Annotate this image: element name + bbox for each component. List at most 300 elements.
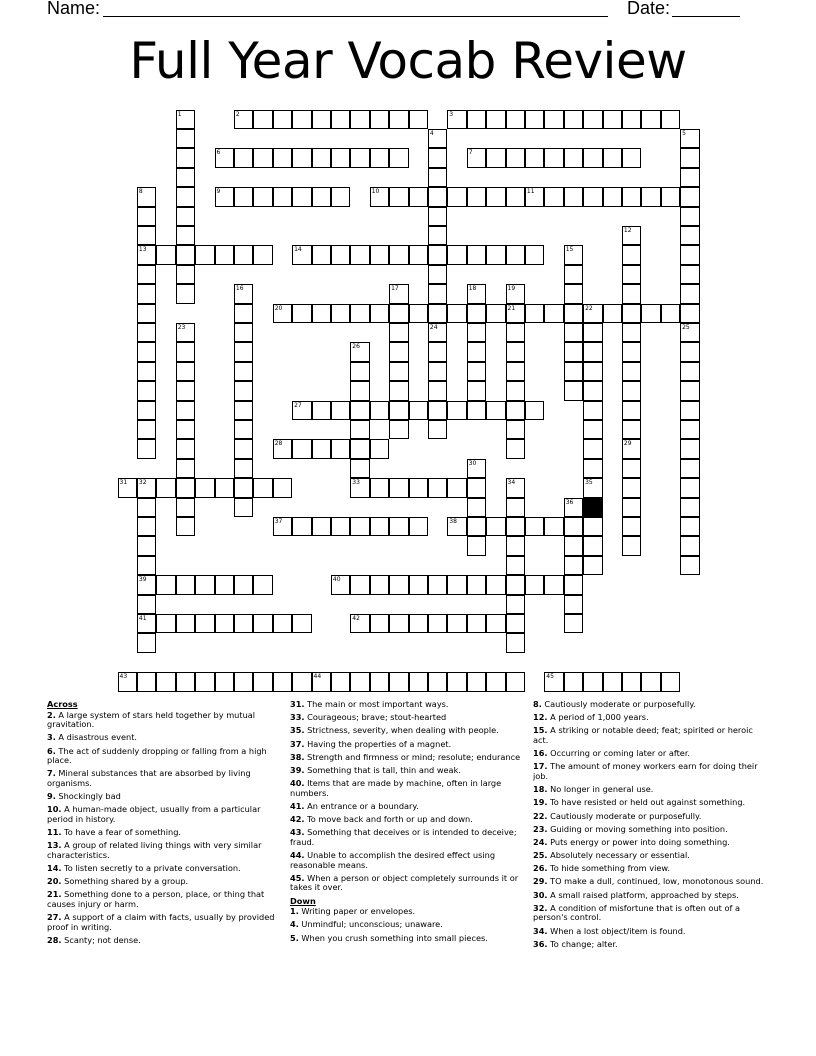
grid-cell[interactable] [156,575,176,595]
grid-cell[interactable] [506,498,526,518]
grid-cell[interactable] [428,342,448,362]
grid-cell[interactable] [603,187,623,207]
grid-cell[interactable] [564,187,584,207]
grid-cell[interactable] [234,304,254,324]
grid-cell[interactable] [350,148,370,168]
grid-cell[interactable] [428,381,448,401]
grid-cell[interactable] [234,478,254,498]
grid-cell[interactable] [506,245,526,265]
grid-cell[interactable] [506,672,526,692]
grid-cell[interactable] [370,575,390,595]
grid-cell[interactable] [234,245,254,265]
grid-cell[interactable] [680,536,700,556]
grid-cell[interactable] [234,323,254,343]
grid-cell[interactable] [292,187,312,207]
grid-cell[interactable] [583,420,603,440]
grid-cell[interactable] [389,420,409,440]
grid-cell[interactable] [486,110,506,130]
grid-cell[interactable] [544,187,564,207]
grid-cell[interactable] [467,245,487,265]
grid-cell[interactable] [564,595,584,615]
grid-cell[interactable] [350,459,370,479]
grid-cell[interactable] [564,148,584,168]
grid-cell[interactable] [195,478,215,498]
grid-cell[interactable] [680,439,700,459]
grid-cell[interactable] [234,381,254,401]
grid-cell[interactable] [428,672,448,692]
grid-cell[interactable] [176,517,196,537]
grid-cell[interactable] [641,304,661,324]
grid-cell[interactable] [176,148,196,168]
grid-cell[interactable] [506,342,526,362]
grid-cell[interactable] [622,110,642,130]
grid-cell[interactable] [544,517,564,537]
grid-cell[interactable] [409,672,429,692]
grid-cell[interactable] [622,304,642,324]
grid-cell[interactable] [409,614,429,634]
grid-cell[interactable] [253,187,273,207]
grid-cell[interactable] [389,672,409,692]
grid-cell[interactable] [234,342,254,362]
grid-cell[interactable] [370,401,390,421]
grid-cell[interactable] [583,362,603,382]
grid-cell[interactable] [525,575,545,595]
grid-cell[interactable] [156,614,176,634]
grid-cell[interactable] [409,575,429,595]
grid-cell[interactable] [137,284,157,304]
grid-cell[interactable] [680,226,700,246]
grid-cell[interactable] [467,575,487,595]
grid-cell[interactable] [583,381,603,401]
grid-cell[interactable] [176,459,196,479]
grid-cell[interactable] [583,342,603,362]
grid-cell[interactable] [680,304,700,324]
grid-cell[interactable] [680,187,700,207]
grid-cell[interactable] [564,362,584,382]
grid-cell[interactable] [447,304,467,324]
grid-cell[interactable] [137,517,157,537]
grid-cell[interactable] [370,517,390,537]
grid-cell[interactable] [467,401,487,421]
grid-cell[interactable] [409,517,429,537]
grid-cell[interactable] [253,575,273,595]
grid-cell[interactable] [195,614,215,634]
grid-cell[interactable] [137,595,157,615]
grid-cell[interactable] [176,439,196,459]
grid-cell[interactable] [350,381,370,401]
grid-cell[interactable] [350,304,370,324]
grid-cell[interactable] [234,575,254,595]
grid-cell[interactable] [176,381,196,401]
grid-cell[interactable] [486,245,506,265]
grid-cell[interactable] [564,575,584,595]
grid-cell[interactable] [622,245,642,265]
grid-cell[interactable] [583,148,603,168]
grid-cell[interactable] [215,478,235,498]
grid-cell[interactable] [389,323,409,343]
grid-cell[interactable] [564,536,584,556]
grid-cell[interactable] [312,187,332,207]
grid-cell[interactable] [680,362,700,382]
grid-cell[interactable] [350,517,370,537]
grid-cell[interactable] [506,633,526,653]
grid-cell[interactable] [622,323,642,343]
grid-cell[interactable] [486,672,506,692]
grid-cell[interactable] [680,478,700,498]
grid-cell[interactable] [428,226,448,246]
grid-cell[interactable] [234,362,254,382]
grid-cell[interactable] [680,401,700,421]
grid-cell[interactable] [176,401,196,421]
grid-cell[interactable] [583,459,603,479]
grid-cell[interactable] [331,517,351,537]
grid-cell[interactable] [234,439,254,459]
grid-cell[interactable] [176,265,196,285]
grid-cell[interactable] [176,207,196,227]
grid-cell[interactable] [467,498,487,518]
grid-cell[interactable] [428,245,448,265]
grid-cell[interactable] [389,575,409,595]
grid-cell[interactable] [389,245,409,265]
grid-cell[interactable] [176,420,196,440]
grid-cell[interactable] [583,401,603,421]
grid-cell[interactable] [292,672,312,692]
grid-cell[interactable] [680,342,700,362]
grid-cell[interactable] [234,148,254,168]
grid-cell[interactable] [467,536,487,556]
grid-cell[interactable] [312,401,332,421]
grid-cell[interactable] [176,498,196,518]
grid-cell[interactable] [331,439,351,459]
grid-cell[interactable] [312,148,332,168]
grid-cell[interactable] [447,575,467,595]
grid-cell[interactable] [389,110,409,130]
grid-cell[interactable] [564,265,584,285]
grid-cell[interactable] [409,304,429,324]
grid-cell[interactable] [506,148,526,168]
grid-cell[interactable] [176,168,196,188]
grid-cell[interactable] [506,187,526,207]
grid-cell[interactable] [389,614,409,634]
grid-cell[interactable] [506,556,526,576]
grid-cell[interactable] [467,672,487,692]
grid-cell[interactable] [506,323,526,343]
grid-cell[interactable] [312,110,332,130]
grid-cell[interactable] [389,362,409,382]
grid-cell[interactable] [137,265,157,285]
grid-cell[interactable] [350,672,370,692]
grid-cell[interactable] [389,381,409,401]
grid-cell[interactable] [428,420,448,440]
grid-cell[interactable] [176,284,196,304]
grid-cell[interactable] [467,187,487,207]
grid-cell[interactable] [622,498,642,518]
grid-cell[interactable] [215,575,235,595]
grid-cell[interactable] [661,672,681,692]
grid-cell[interactable] [428,478,448,498]
grid-cell[interactable] [312,304,332,324]
grid-cell[interactable] [370,478,390,498]
grid-cell[interactable] [273,110,293,130]
grid-cell[interactable] [428,401,448,421]
grid-cell[interactable] [428,168,448,188]
grid-cell[interactable] [428,575,448,595]
grid-cell[interactable] [234,498,254,518]
grid-cell[interactable] [350,362,370,382]
grid-cell[interactable] [234,401,254,421]
grid-cell[interactable] [428,304,448,324]
grid-cell[interactable] [195,672,215,692]
grid-cell[interactable] [603,672,623,692]
grid-cell[interactable] [176,362,196,382]
grid-cell[interactable] [680,420,700,440]
grid-cell[interactable] [603,110,623,130]
grid-cell[interactable] [583,323,603,343]
grid-cell[interactable] [564,323,584,343]
grid-cell[interactable] [506,401,526,421]
grid-cell[interactable] [428,187,448,207]
grid-cell[interactable] [641,110,661,130]
grid-cell[interactable] [137,401,157,421]
grid-cell[interactable] [544,575,564,595]
grid-cell[interactable] [680,459,700,479]
grid-cell[interactable] [389,148,409,168]
grid-cell[interactable] [234,420,254,440]
grid-cell[interactable] [409,110,429,130]
grid-cell[interactable] [506,517,526,537]
grid-cell[interactable] [292,439,312,459]
grid-cell[interactable] [564,381,584,401]
grid-cell[interactable] [622,187,642,207]
grid-cell[interactable] [622,459,642,479]
grid-cell[interactable] [273,672,293,692]
grid-cell[interactable] [312,439,332,459]
grid-cell[interactable] [622,148,642,168]
grid-cell[interactable] [428,284,448,304]
grid-cell[interactable] [176,187,196,207]
grid-cell[interactable] [564,342,584,362]
grid-cell[interactable] [467,381,487,401]
grid-cell[interactable] [312,245,332,265]
grid-cell[interactable] [234,459,254,479]
grid-cell[interactable] [389,478,409,498]
grid-cell[interactable] [680,245,700,265]
grid-cell[interactable] [680,265,700,285]
grid-cell[interactable] [564,517,584,537]
grid-cell[interactable] [292,110,312,130]
grid-cell[interactable] [583,536,603,556]
grid-cell[interactable] [564,556,584,576]
grid-cell[interactable] [447,245,467,265]
grid-cell[interactable] [253,110,273,130]
grid-cell[interactable] [680,556,700,576]
grid-cell[interactable] [622,672,642,692]
grid-cell[interactable] [680,168,700,188]
grid-cell[interactable] [486,575,506,595]
grid-cell[interactable] [137,536,157,556]
grid-cell[interactable] [525,401,545,421]
grid-cell[interactable] [564,284,584,304]
grid-cell[interactable] [506,420,526,440]
grid-cell[interactable] [583,517,603,537]
grid-cell[interactable] [506,439,526,459]
grid-cell[interactable] [234,187,254,207]
grid-cell[interactable] [467,517,487,537]
grid-cell[interactable] [292,517,312,537]
grid-cell[interactable] [680,148,700,168]
grid-cell[interactable] [137,633,157,653]
grid-cell[interactable] [564,304,584,324]
grid-cell[interactable] [176,575,196,595]
grid-cell[interactable] [156,245,176,265]
grid-cell[interactable] [622,342,642,362]
grid-cell[interactable] [680,284,700,304]
grid-cell[interactable] [583,110,603,130]
grid-cell[interactable] [389,304,409,324]
grid-cell[interactable] [680,517,700,537]
grid-cell[interactable] [641,672,661,692]
grid-cell[interactable] [350,401,370,421]
grid-cell[interactable] [312,517,332,537]
grid-cell[interactable] [583,439,603,459]
grid-cell[interactable] [409,187,429,207]
grid-cell[interactable] [350,245,370,265]
grid-cell[interactable] [253,478,273,498]
grid-cell[interactable] [564,614,584,634]
grid-cell[interactable] [137,304,157,324]
grid-cell[interactable] [409,245,429,265]
grid-cell[interactable] [350,110,370,130]
grid-cell[interactable] [176,614,196,634]
grid-cell[interactable] [428,265,448,285]
grid-cell[interactable] [641,187,661,207]
grid-cell[interactable] [215,672,235,692]
grid-cell[interactable] [389,342,409,362]
grid-cell[interactable] [447,401,467,421]
grid-cell[interactable] [622,265,642,285]
grid-cell[interactable] [331,148,351,168]
grid-cell[interactable] [525,304,545,324]
grid-cell[interactable] [583,556,603,576]
grid-cell[interactable] [253,148,273,168]
grid-cell[interactable] [370,148,390,168]
grid-cell[interactable] [137,498,157,518]
grid-cell[interactable] [622,517,642,537]
grid-cell[interactable] [253,245,273,265]
grid-cell[interactable] [370,245,390,265]
grid-cell[interactable] [370,110,390,130]
grid-cell[interactable] [583,187,603,207]
grid-cell[interactable] [370,304,390,324]
grid-cell[interactable] [680,207,700,227]
grid-cell[interactable] [447,187,467,207]
grid-cell[interactable] [506,381,526,401]
grid-cell[interactable] [506,575,526,595]
grid-cell[interactable] [564,110,584,130]
grid-cell[interactable] [583,672,603,692]
grid-cell[interactable] [370,614,390,634]
grid-cell[interactable] [331,245,351,265]
grid-cell[interactable] [292,614,312,634]
grid-cell[interactable] [389,517,409,537]
grid-cell[interactable] [331,110,351,130]
grid-cell[interactable] [506,362,526,382]
grid-cell[interactable] [428,614,448,634]
grid-cell[interactable] [467,362,487,382]
grid-cell[interactable] [176,226,196,246]
grid-cell[interactable] [603,148,623,168]
grid-cell[interactable] [350,439,370,459]
grid-cell[interactable] [622,478,642,498]
grid-cell[interactable] [486,614,506,634]
grid-cell[interactable] [486,304,506,324]
grid-cell[interactable] [486,187,506,207]
grid-cell[interactable] [137,207,157,227]
grid-cell[interactable] [176,245,196,265]
grid-cell[interactable] [137,381,157,401]
grid-cell[interactable] [234,672,254,692]
grid-cell[interactable] [525,148,545,168]
grid-cell[interactable] [622,401,642,421]
grid-cell[interactable] [389,401,409,421]
grid-cell[interactable] [506,614,526,634]
grid-cell[interactable] [137,439,157,459]
grid-cell[interactable] [506,595,526,615]
grid-cell[interactable] [467,478,487,498]
grid-cell[interactable] [331,304,351,324]
grid-cell[interactable] [176,342,196,362]
grid-cell[interactable] [137,226,157,246]
grid-cell[interactable] [137,362,157,382]
grid-cell[interactable] [544,148,564,168]
grid-cell[interactable] [253,614,273,634]
grid-cell[interactable] [156,672,176,692]
grid-cell[interactable] [467,110,487,130]
grid-cell[interactable] [661,110,681,130]
grid-cell[interactable] [447,478,467,498]
grid-cell[interactable] [273,614,293,634]
grid-cell[interactable] [525,110,545,130]
grid-cell[interactable] [253,672,273,692]
grid-cell[interactable] [370,672,390,692]
grid-cell[interactable] [467,342,487,362]
grid-cell[interactable] [622,536,642,556]
grid-cell[interactable] [215,614,235,634]
grid-cell[interactable] [350,420,370,440]
grid-cell[interactable] [486,517,506,537]
grid-cell[interactable] [273,187,293,207]
grid-cell[interactable] [506,536,526,556]
grid-cell[interactable] [544,110,564,130]
grid-cell[interactable] [409,401,429,421]
grid-cell[interactable] [622,381,642,401]
grid-cell[interactable] [544,304,564,324]
grid-cell[interactable] [350,575,370,595]
grid-cell[interactable] [564,672,584,692]
grid-cell[interactable] [622,420,642,440]
grid-cell[interactable] [176,129,196,149]
grid-cell[interactable] [195,575,215,595]
grid-cell[interactable] [661,187,681,207]
grid-cell[interactable] [234,614,254,634]
grid-cell[interactable] [215,245,235,265]
grid-cell[interactable] [292,304,312,324]
grid-cell[interactable] [467,614,487,634]
grid-cell[interactable] [156,478,176,498]
grid-cell[interactable] [176,478,196,498]
grid-cell[interactable] [389,187,409,207]
grid-cell[interactable] [467,304,487,324]
